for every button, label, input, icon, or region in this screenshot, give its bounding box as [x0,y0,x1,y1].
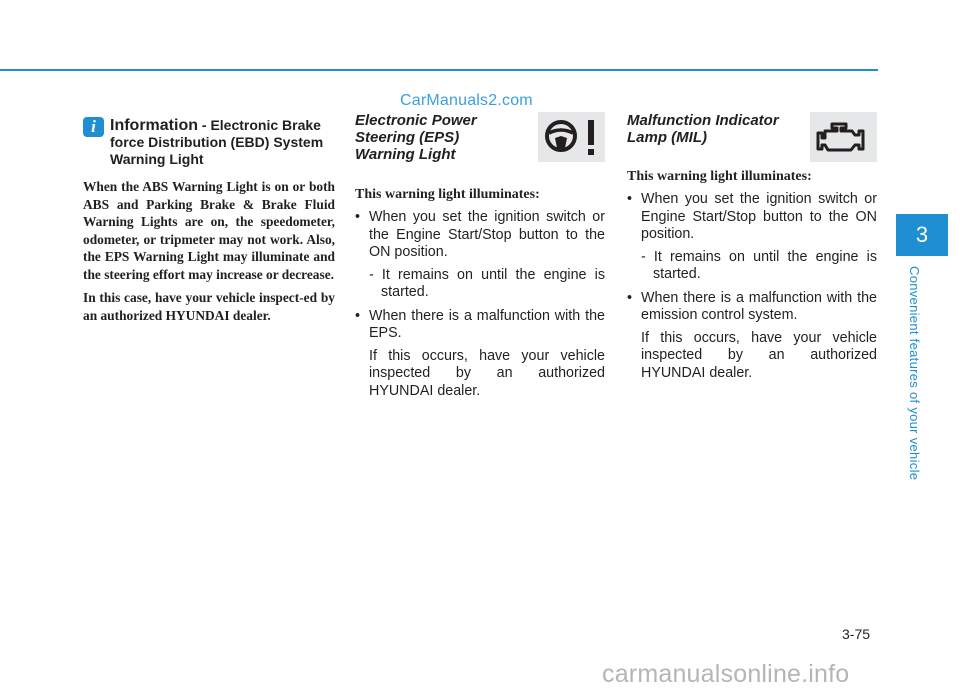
check-engine-icon [810,112,877,162]
info-header [83,117,335,168]
info-section [83,117,335,330]
info-paragraph: When the ABS Warning Light is on or both ABS and Parking Brake & Brake Fluid Warning Lights are on, the speedometer, odometer, or tripmeter may not work. Also, the EPS Warning Light may illuminate and the steering effort may increase or decrease. [83,179,335,282]
eps-body [355,209,605,400]
list-item: • When you set the ignition switch or the Engine Start/Stop button to the ON position. [355,209,605,260]
info-body [83,178,335,324]
body-paragraph: If this occurs, have your vehicle inspected by an authorized HYUNDAI dealer. [369,347,605,399]
illuminates-heading: This warning light illuminates: [355,187,540,202]
body-paragraph: If this occurs, have your vehicle inspected by an authorized HYUNDAI dealer. [641,329,877,381]
info-title-word: Information [110,117,198,134]
mil-body [627,191,877,382]
info-icon: i [83,117,104,137]
list-item-text: When there is a malfunction with the EPS. [369,307,605,341]
chapter-title: Convenient features of your vehicle [907,266,922,481]
section-title: Malfunction Indicator Lamp (MIL) [627,112,779,146]
list-item: • When there is a malfunction with the EPS. [355,307,605,341]
list-item-text: When there is a malfunction with the emission control system. [641,289,877,323]
chapter-number: 3 [915,222,929,247]
section-title: Electronic Power Steering (EPS) Warning Light [355,112,477,163]
footer-watermark[interactable]: carmanualsonline.info [602,660,850,688]
header-rule [0,69,878,71]
steering-wheel-warning-icon [538,112,605,162]
list-item: • When there is a malfunction with the emission control system. [627,289,877,323]
list-item-text: When you set the ignition switch or the Engine Start/Stop button to the ON position. [369,209,605,260]
list-item-text: When you set the ignition switch or Engine Start/Stop button to the ON position. [641,191,877,242]
info-title-rest: - Electronic Brake force Distribution (EBD) System Warning Light [110,117,324,167]
sub-item: - It remains on until the engine is started. [641,248,877,282]
watermark-top[interactable]: CarManuals2.com [400,92,533,109]
list-item: • When you set the ignition switch or Engine Start/Stop button to the ON position. [627,191,877,242]
page-number: 3-75 [842,626,871,642]
info-title [110,117,335,168]
illuminates-heading: This warning light illuminates: [627,169,812,184]
sub-item: - It remains on until the engine is started. [369,266,605,300]
info-paragraph: In this case, have your vehicle inspect-ed by an authorized HYUNDAI dealer. [83,290,335,323]
mil-section [627,112,877,381]
eps-section [355,112,605,399]
